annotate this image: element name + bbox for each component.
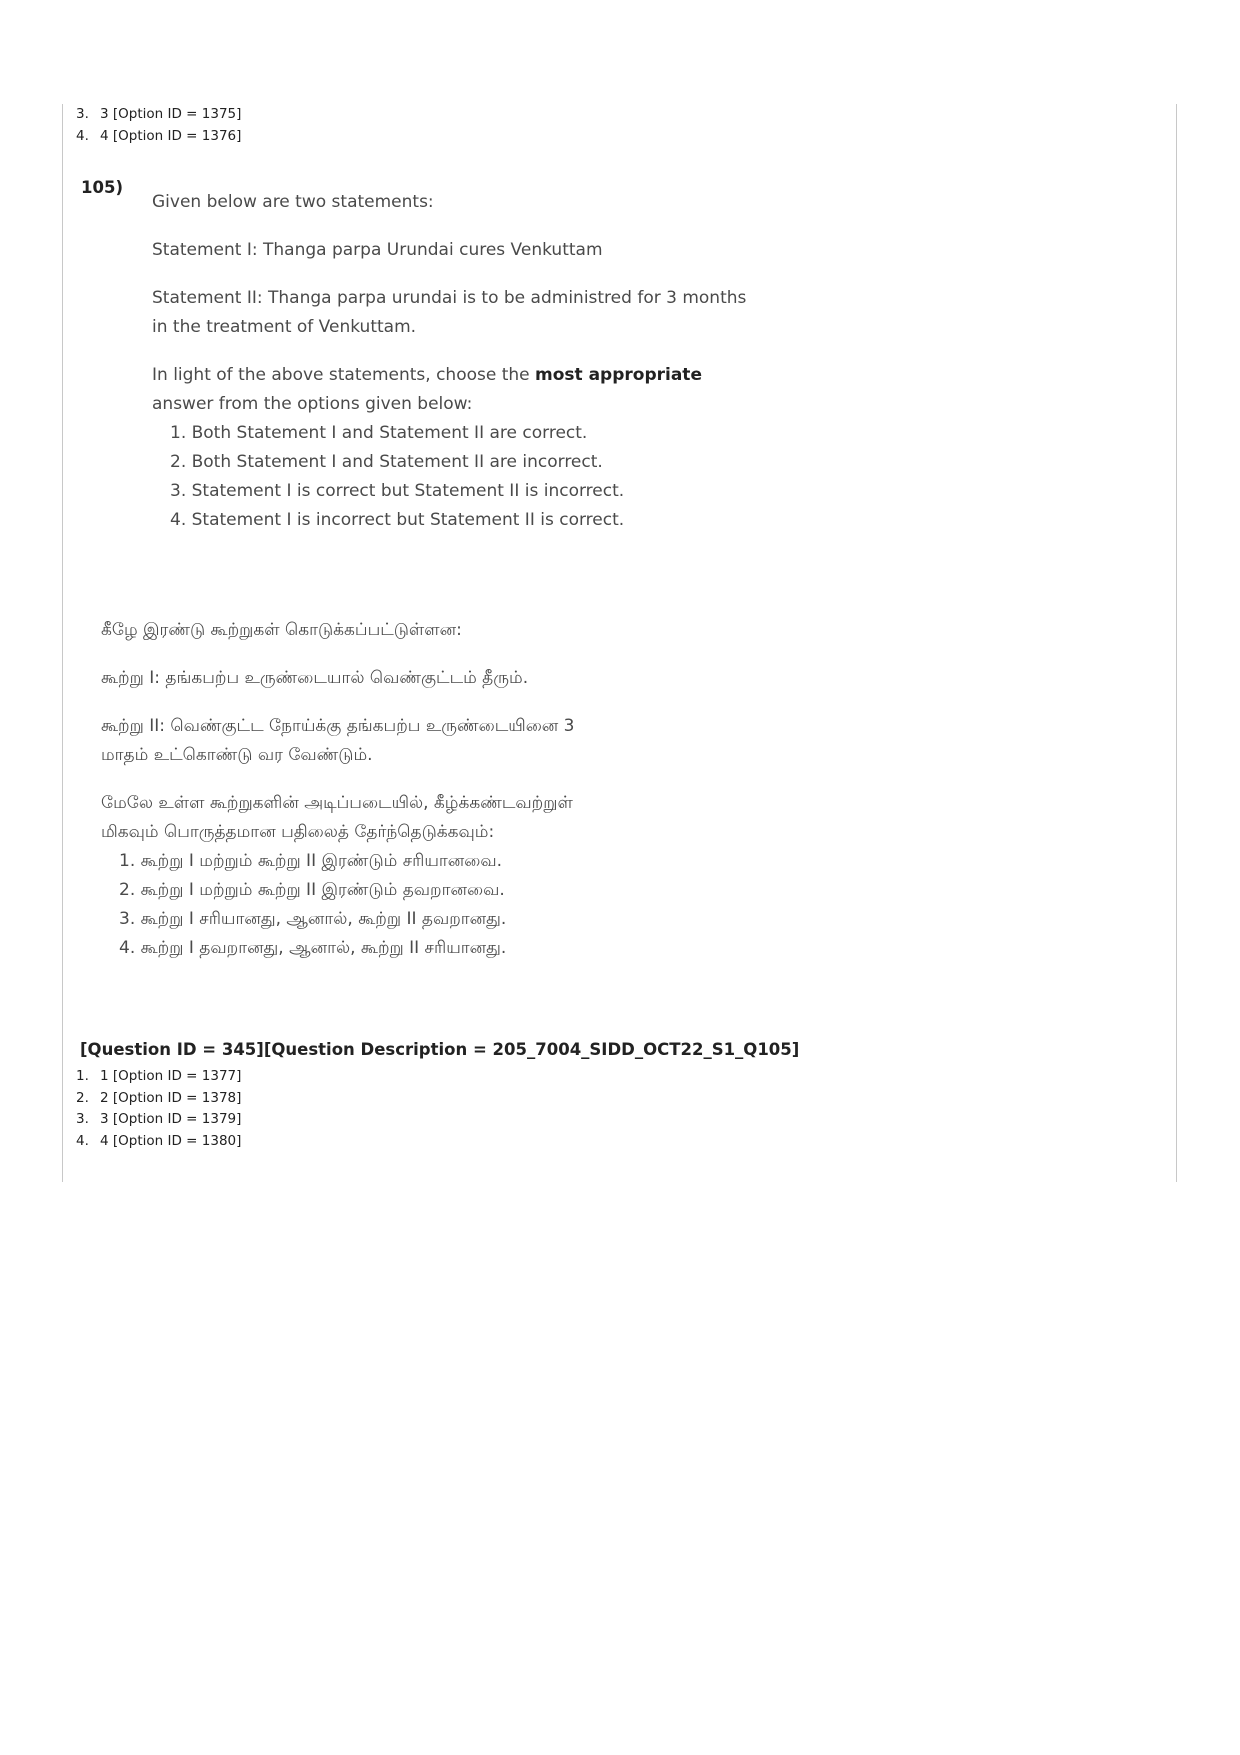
answer-option: 1. Both Statement I and Statement II are correct. xyxy=(170,423,588,443)
answer-option: 4. கூற்று I தவறானது, ஆனால், கூற்று II சரியானது. xyxy=(119,938,507,958)
answer-option: 2. Both Statement I and Statement II are incorrect. xyxy=(170,452,603,472)
option-item: 4. 4 [Option ID = 1376] xyxy=(76,127,242,144)
statement-1: Statement I: Thanga parpa Urundai cures Venkuttam xyxy=(152,240,603,260)
option-item: 1. 1 [Option ID = 1377] xyxy=(76,1068,242,1084)
intro-text: கீழே இரண்டு கூற்றுகள் கொடுக்கப்பட்டுள்ளன: xyxy=(101,620,462,640)
question-number: 105) xyxy=(81,178,123,197)
page-border-left xyxy=(62,104,63,1182)
answer-option: 3. Statement I is correct but Statement II is incorrect. xyxy=(170,481,625,501)
statement-2-line-1: கூற்று II: வெண்குட்ட நோய்க்கு தங்கபற்ப உருண்டையினை 3 xyxy=(101,716,575,736)
previous-question-options xyxy=(76,104,241,147)
answer-option: 2. கூற்று I மற்றும் கூற்று II இரண்டும் தவறானவை. xyxy=(119,880,505,900)
option-item: 3. 3 [Option ID = 1379] xyxy=(76,1111,242,1127)
instruction: In light of the above statements, choose the most appropriate xyxy=(152,365,702,385)
intro-text: Given below are two statements: xyxy=(152,192,434,212)
answer-option: 1. கூற்று I மற்றும் கூற்று II இரண்டும் சரியானவை. xyxy=(119,851,503,871)
question-english xyxy=(152,188,752,535)
option-item: 4. 4 [Option ID = 1380] xyxy=(76,1132,242,1149)
option-item: 3. 3 [Option ID = 1375] xyxy=(76,106,242,122)
instruction-line-2: மிகவும் பொருத்தமான பதிலைத் தேர்ந்தெடுக்கவும்: xyxy=(101,822,495,842)
statement-2-line-2: மாதம் உட்கொண்டு வர வேண்டும். xyxy=(101,745,373,765)
instruction-line-1: மேலே உள்ள கூற்றுகளின் அடிப்படையில், கீழ்க்கண்டவற்றுள் xyxy=(101,793,573,813)
answer-option: 4. Statement I is incorrect but Statement II is correct. xyxy=(170,510,625,530)
option-item: 2. 2 [Option ID = 1378] xyxy=(76,1089,242,1106)
instruction-line-2: answer from the options given below: xyxy=(152,394,473,414)
statement-1: கூற்று I: தங்கபற்ப உருண்டையால் வெண்குட்டம் தீரும். xyxy=(101,668,529,688)
answer-options xyxy=(101,847,781,963)
question-id-line: [Question ID = 345][Question Description = 205_7004_SIDD_OCT22_S1_Q105] xyxy=(80,1040,800,1059)
page-border-right xyxy=(1176,104,1177,1182)
question-options xyxy=(76,1066,241,1152)
question-tamil xyxy=(101,616,781,963)
statement-2-line-1: Statement II: Thanga parpa urundai is to be administred for 3 months xyxy=(152,288,747,308)
answer-options xyxy=(152,419,752,535)
answer-option: 3. கூற்று I சரியானது, ஆனால், கூற்று II தவறானது. xyxy=(119,909,507,929)
statement-2-line-2: in the treatment of Venkuttam. xyxy=(152,317,417,337)
emphasis: most appropriate xyxy=(535,365,702,385)
